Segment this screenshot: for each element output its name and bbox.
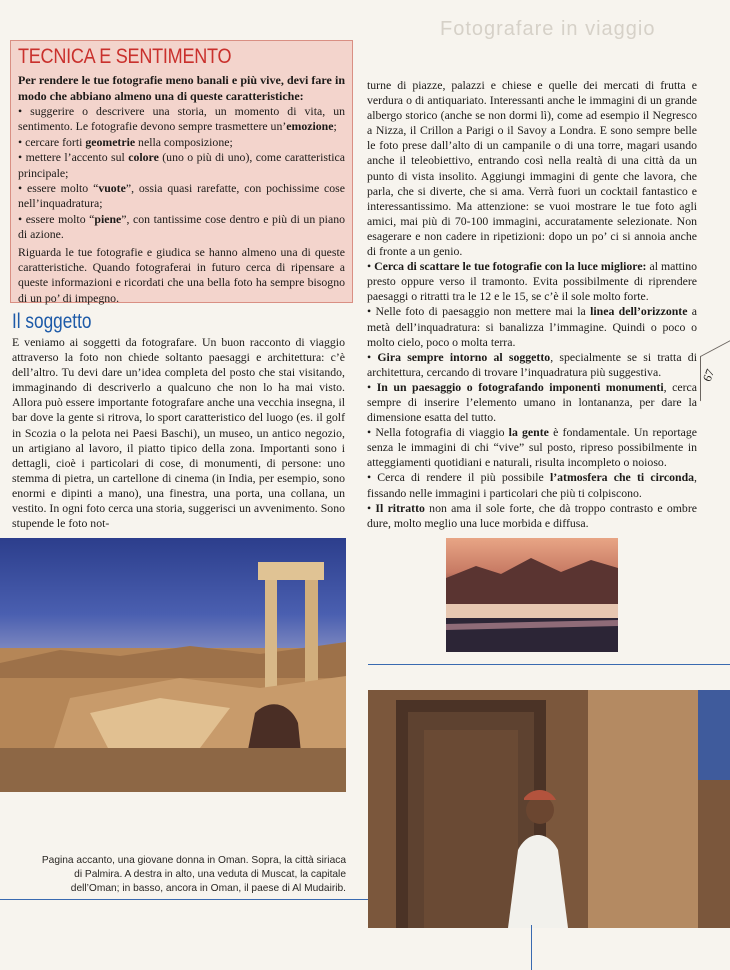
box-list-item xyxy=(18,150,345,181)
divider-rule xyxy=(0,899,368,900)
tip-item xyxy=(367,304,697,349)
item-text: ; xyxy=(333,119,337,134)
tip-text: • xyxy=(367,500,376,515)
box-list xyxy=(18,104,345,243)
item-text: • suggerire o descrivere una storia, un momento di vita, un sentimento. Le fotografie devono sempre trasmettere un’ xyxy=(18,104,345,134)
tip-emphasis: l’atmosfera che ti circonda xyxy=(549,470,695,485)
tip-emphasis: linea dell’orizzonte xyxy=(590,304,688,319)
item-text: • cercare forti xyxy=(18,134,86,149)
divider-rule xyxy=(368,664,730,665)
box-list-item xyxy=(18,212,345,243)
muscat-photo xyxy=(446,538,618,652)
tip-emphasis: Il ritratto xyxy=(375,500,425,515)
tip-item xyxy=(367,470,697,500)
mudairib-illustration xyxy=(368,690,730,928)
page-number: 67 xyxy=(699,367,718,384)
box-intro: Per rendere le tue fotografie meno banali e più vive, devi fare in modo che abbiano almeno una di queste caratteristiche: xyxy=(18,73,345,103)
section-title: Il soggetto xyxy=(12,310,92,333)
tip-emphasis: la gente xyxy=(508,425,549,440)
tip-text: • xyxy=(367,379,377,394)
palmyra-illustration xyxy=(0,538,346,792)
mudairib-photo xyxy=(368,690,730,928)
item-emphasis: vuote xyxy=(98,181,126,196)
muscat-illustration xyxy=(446,538,618,652)
left-column xyxy=(12,335,345,531)
item-text: • essere molto “ xyxy=(18,181,99,196)
box-title: TECNICA E SENTIMENTO xyxy=(18,45,232,68)
tip-text: è fondamentale. Un reportage senza le immagini di chi “vive” sul posto, ripreso possibilmente in atteggiamenti quotidiani e naturali, risulta incompleto o noioso. xyxy=(367,425,697,470)
item-text: ”, ossia quasi rarefatte, con pochissime cose nell’inquadratura; xyxy=(18,181,346,211)
tip-text: , specialmente se si tratta di architettura, cercando di trovare l’inquadratura più suggestiva. xyxy=(367,349,697,379)
tip-box xyxy=(10,40,353,303)
box-list-item xyxy=(18,135,345,150)
item-emphasis: geometrie xyxy=(85,134,136,149)
body-paragraph: turne di piazze, palazzi e chiese e quelle dei mercati di frutta e verdura o di antiquariato. Interessanti anche le immagini di un grande albergo storico (anche se non dormi lì), come ad esempio il Negresco a Nizza, il Crillon a Parigi o il Savoy a Londra. E sono sempre belle le foto prese dall’alto di un campanile o di una torre, magari usando anche il teleobiettivo, entrando così nella realtà di una città da un punto di vista insolito. Aggiungi immagini di gente che lavora, che parla, che si diverte, che si ama. Verrà fuori un cocktail fantastico e interessantissimo. Ma attenzione: se vuoi mostrare le tue foto agli amici, mai più di 70-100 immagini, accuratamente selezionate. Non esagerare e non cadere in ripetizioni: dopo un po’ ci si annoia anche di fronte a un genio. xyxy=(367,78,697,259)
photo-caption: Pagina accanto, una giovane donna in Oman. Sopra, la città siriaca di Palmira. A destra in alto, una veduta di Muscat, la capitale dell’Oman; in basso, ancora in Oman, il paese di Al Mudairib. xyxy=(41,855,346,894)
box-outro: Riguarda le tue fotografie e giudica se hanno almeno una di queste caratteristiche. Quando fotograferai in futuro cerca di ripensare a queste informazioni e ricordati che una bella foto ha sempre bisogno di un po’ di impegno. xyxy=(18,244,345,305)
item-text: • essere molto “ xyxy=(18,211,95,226)
tip-text: a metà dell’inquadratura: si banalizza l’immagine. Quindi o poco o molto cielo, poco o molta terra. xyxy=(367,304,697,349)
tip-text: • Cerca di rendere il più possibile xyxy=(367,470,550,485)
item-emphasis: piene xyxy=(94,211,122,226)
item-text: (uno o più di uno), come caratteristica principale; xyxy=(18,150,345,180)
tip-text: , cerca sempre di inserire l’elemento umano in lontananza, per dare la dimensione esatta del tutto. xyxy=(367,379,697,425)
tip-text: • Nella fotografia di viaggio xyxy=(367,425,509,440)
tip-text: al mattino presto oppure verso il tramonto. Evita possibilmente di riprendere paesaggi o ritratti tra le 12 e le 15, se c’è il sole molto forte. xyxy=(367,259,697,304)
item-text: • mettere l’accento sul xyxy=(18,150,129,165)
tip-emphasis: Cerca di scattare le tue fotografie con la luce migliore: xyxy=(374,259,647,274)
tip-text: , fissando nelle immagini i particolari che più ti colpiscono. xyxy=(367,470,697,500)
box-list-item xyxy=(18,104,345,135)
tip-text: • xyxy=(367,349,378,364)
tip-text: non ama il sole forte, che dà troppo contrasto e ombre dure, molto meglio una luce morbida e diffusa. xyxy=(367,500,697,530)
tip-item xyxy=(367,425,697,470)
tip-text: • Nelle foto di paesaggio non mettere mai la xyxy=(367,304,591,319)
item-text: nella composizione; xyxy=(135,134,233,149)
body-paragraph: E veniamo ai soggetti da fotografare. Un buon racconto di viaggio attraverso la foto non chiede soltanto paesaggi e architettura: c’è dell’altro. Tu devi dare un’idea completa del posto che stai visitando, immaginando di descriverlo a qualcuno che non lo ha mai visto. Allora può essere importante fotografare anche una vecchia insegna, il bar dove la gente si ritrova, lo sport caratteristico del luogo (es. il golf in Scozia o la pelota nei Paesi Baschi), un museo, un antico negozio, un artigiano al lavoro, il piatto tipico della zona. Importanti sono i dettagli, cioè i particolari di cose, di monumenti, di persone: uno stemma di pietra, un cartellone di cinema (in India, per esempio, sono enormi e dipinti a mano), una finestra, una porta, una collana, un vestito. In ogni foto cerca una storia, suggerisci un avvenimento. Sono stupende le foto not- xyxy=(12,335,345,531)
divider-rule xyxy=(531,925,532,970)
tip-item xyxy=(367,501,697,531)
tip-item xyxy=(367,259,697,304)
tip-emphasis: In un paesaggio o fotografando imponenti monumenti xyxy=(376,379,664,394)
item-text: ”, con tantissime cose dentro e più di un piano di azione. xyxy=(18,211,345,242)
right-column xyxy=(367,78,697,531)
palmyra-photo xyxy=(0,538,346,792)
box-list-item xyxy=(18,181,345,212)
item-emphasis: colore xyxy=(128,150,159,165)
tip-item xyxy=(367,350,697,380)
item-emphasis: emozione xyxy=(286,119,334,134)
running-head: Fotografare in viaggio xyxy=(440,18,656,40)
tip-emphasis: Gira sempre intorno al soggetto xyxy=(377,349,551,364)
tip-item xyxy=(367,380,697,425)
tip-text: • xyxy=(367,259,375,274)
